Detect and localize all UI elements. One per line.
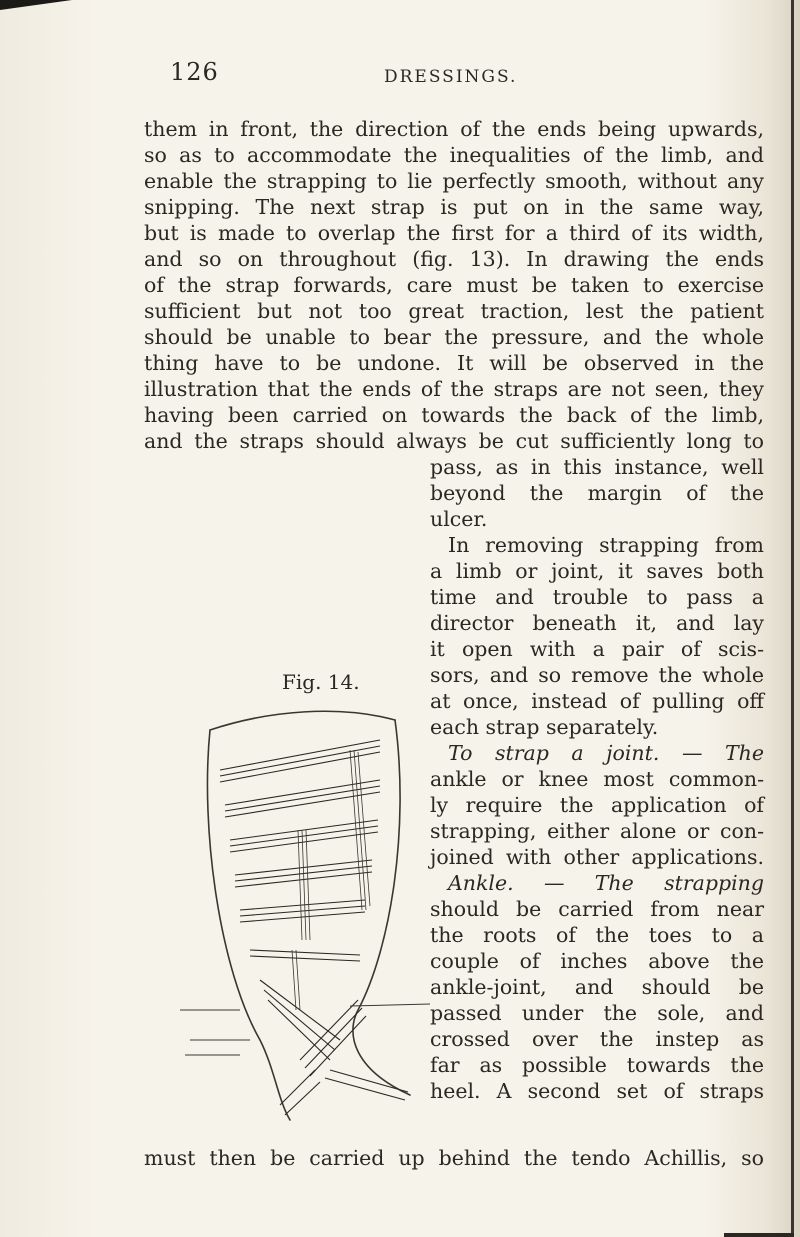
body-line: each strap separately. [430, 715, 659, 739]
body-line: heel. A second set of straps [430, 1079, 764, 1103]
subheading-line: Ankle. — The strapping [448, 871, 764, 895]
running-title: DRESSINGS. [384, 67, 518, 87]
body-line: passed under the sole, and [430, 1001, 764, 1025]
scan-edge-right [791, 0, 794, 1237]
body-line-final: must then be carried up behind the tendo Achillis, so [144, 1146, 764, 1170]
body-line: thing have to be undone. It will be observed in the [144, 351, 764, 375]
body-line: pass, as in this instance, well [430, 455, 764, 479]
body-line: ankle or knee most common- [430, 767, 764, 791]
body-line: sufficient but not too great traction, lest the patient [144, 299, 764, 323]
body-line: them in front, the direction of the ends being upwards, [144, 117, 764, 141]
body-line: the roots of the toes to a [430, 923, 764, 947]
body-line: beyond the margin of the [430, 481, 764, 505]
body-line: and so on throughout (fig. 13). In drawing the ends [144, 247, 764, 271]
body-line: it open with a pair of scis- [430, 637, 764, 661]
body-line: at once, instead of pulling off [430, 689, 764, 713]
body-line: ly require the application of [430, 793, 764, 817]
page-number: 126 [170, 58, 219, 86]
body-line: illustration that the ends of the straps are not seen, they [144, 377, 764, 401]
body-line: but is made to overlap the first for a third of its width, [144, 221, 764, 245]
body-line: a limb or joint, it saves both [430, 559, 764, 583]
body-line: In removing strapping from [448, 533, 764, 557]
body-line: of the strap forwards, care must be taken to exercise [144, 273, 764, 297]
body-line: joined with other applications. [430, 845, 764, 869]
strapped-ankle-illustration [180, 710, 440, 1130]
body-line: so as to accommodate the inequalities of the limb, and [144, 143, 764, 167]
body-line: should be carried from near [430, 897, 764, 921]
leg-outline-left [207, 730, 290, 1120]
body-line: couple of inches above the [430, 949, 764, 973]
body-line: time and trouble to pass a [430, 585, 764, 609]
scan-edge-bottom [724, 1233, 794, 1237]
body-line: director beneath it, and lay [430, 611, 764, 635]
body-line: snipping. The next strap is put on in the same way, [144, 195, 764, 219]
leg-top-outline [210, 711, 395, 730]
body-line: ulcer. [430, 507, 488, 531]
body-line: and the straps should always be cut sufficiently long to [144, 429, 764, 453]
body-line: having been carried on towards the back of the limb, [144, 403, 764, 427]
body-line: strapping, either alone or con- [430, 819, 764, 843]
section-heading-line: To strap a joint. — The [448, 741, 764, 765]
body-line: should be unable to bear the pressure, and the whole [144, 325, 764, 349]
figure-label: Fig. 14. [282, 670, 360, 694]
body-line: sors, and so remove the whole [430, 663, 764, 687]
body-line: crossed over the instep as [430, 1027, 764, 1051]
body-line: far as possible towards the [430, 1053, 764, 1077]
body-line: ankle-joint, and should be [430, 975, 764, 999]
body-line: enable the strapping to lie perfectly smooth, without any [144, 169, 764, 193]
